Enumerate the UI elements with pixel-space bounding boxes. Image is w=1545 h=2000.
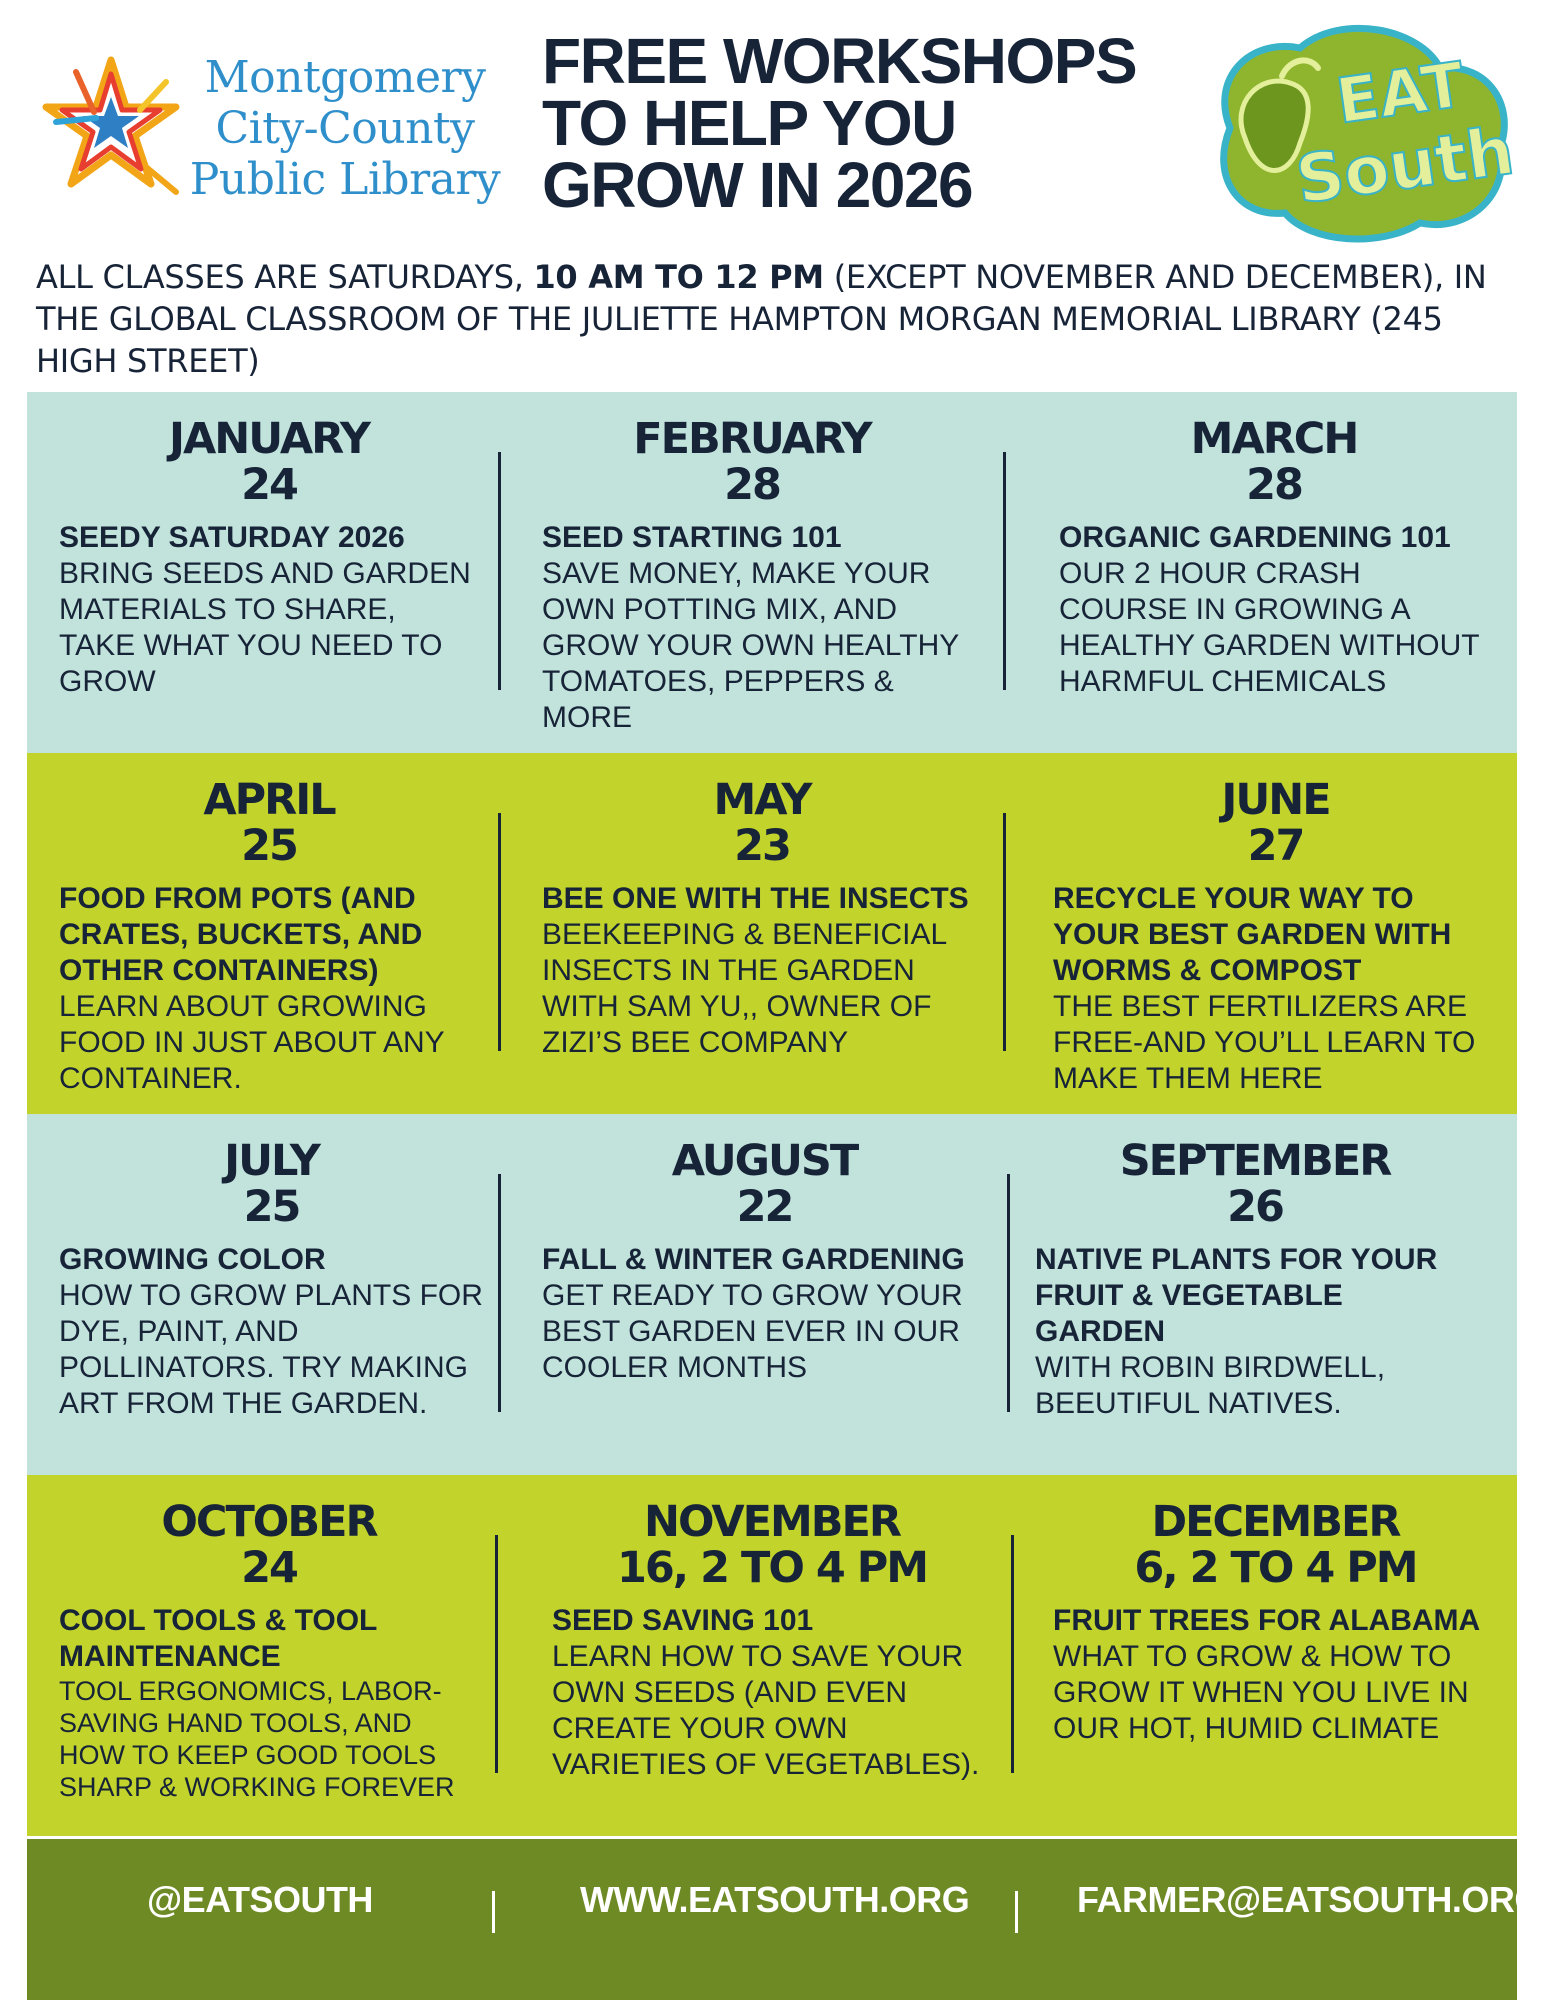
workshop-day: 6, 2 TO 4 PM — [1134, 1543, 1417, 1593]
website-link[interactable]: WWW.EATSOUTH.ORG — [580, 1879, 970, 1920]
workshop-description: BRING SEEDS AND GARDEN MATERIALS TO SHARE, TAKE WHAT YOU NEED TO GROW — [59, 557, 471, 698]
workshop-month: JANUARY — [168, 414, 370, 464]
workshop-month: MARCH — [1190, 414, 1358, 464]
workshop-description: TOOL ERGONOMICS, LABOR-SAVING HAND TOOLS, AND HOW TO KEEP GOOD TOOLS SHARP & WORKING FOREVER — [59, 1676, 455, 1802]
workshop-day: 28 — [724, 460, 780, 510]
workshop-date — [1053, 1499, 1498, 1591]
workshop-card-july — [59, 1114, 484, 1475]
workshop-card-september — [1035, 1114, 1475, 1475]
workshop-day: 16, 2 TO 4 PM — [616, 1543, 928, 1593]
workshop-row — [27, 753, 1517, 1114]
workshop-description: HOW TO GROW PLANTS FOR DYE, PAINT, AND POLLINATORS. TRY MAKING ART FROM THE GARDEN. — [59, 1279, 483, 1420]
workshop-date — [552, 1499, 992, 1591]
library-name — [180, 52, 510, 205]
schedule-suffix: (EXCEPT NOVEMBER AND DECEMBER), IN THE GLOBAL CLASSROOM OF THE JULIETTE HAMPTON MORGAN MEMORIAL LIBRARY (245 HIGH STREET) — [36, 258, 1487, 380]
library-name-line: Public Library — [189, 154, 501, 205]
workshop-month: JUNE — [1221, 775, 1330, 825]
schedule-prefix: ALL CLASSES ARE SATURDAYS, — [36, 258, 534, 296]
workshop-title: ORGANIC GARDENING 101 — [1059, 521, 1451, 554]
workshop-grid — [27, 392, 1517, 1836]
workshop-card-may — [542, 753, 982, 1114]
workshop-card-october — [59, 1475, 479, 1836]
email-link[interactable]: FARMER@EATSOUTH.ORG — [1077, 1879, 1542, 1920]
library-logo — [36, 52, 501, 212]
workshop-description: OUR 2 HOUR CRASH COURSE IN GROWING A HEALTHY GARDEN WITHOUT HARMFUL CHEMICALS — [1059, 557, 1480, 698]
workshop-title: NATIVE PLANTS FOR YOUR FRUIT & VEGETABLE GARDEN — [1035, 1243, 1438, 1348]
workshop-title: FALL & WINTER GARDENING — [542, 1243, 965, 1276]
schedule-time: 10 AM TO 12 PM — [533, 258, 824, 296]
workshop-date — [59, 416, 479, 508]
column-divider — [1007, 1174, 1010, 1412]
workshop-card-march — [1059, 392, 1489, 753]
workshop-month: SEPTEMBER — [1119, 1136, 1391, 1186]
workshop-month: APRIL — [203, 775, 335, 825]
workshop-month: MAY — [713, 775, 811, 825]
workshop-month: DECEMBER — [1151, 1497, 1400, 1547]
workshop-day: 24 — [241, 460, 297, 510]
workshop-card-january — [59, 392, 479, 753]
workshop-description: GET READY TO GROW YOUR BEST GARDEN EVER IN OUR COOLER MONTHS — [542, 1279, 963, 1384]
workshop-title: SEEDY SATURDAY 2026 — [59, 521, 405, 554]
column-divider — [1003, 452, 1006, 690]
social-handle-link[interactable]: @EATSOUTH — [147, 1879, 373, 1920]
workshop-day: 25 — [241, 821, 297, 871]
workshop-date — [1053, 777, 1498, 869]
workshop-title: GROWING COLOR — [59, 1243, 326, 1276]
workshop-date — [542, 1138, 987, 1230]
workshop-description: SAVE MONEY, MAKE YOUR OWN POTTING MIX, AND GROW YOUR OWN HEALTHY TOMATOES, PEPPERS & MORE — [542, 557, 959, 734]
workshop-description: LEARN HOW TO SAVE YOUR OWN SEEDS (AND EVEN CREATE YOUR OWN VARIETIES OF VEGETABLES). — [552, 1640, 980, 1781]
footer-divider — [492, 1891, 495, 1933]
workshop-card-august — [542, 1114, 987, 1475]
column-divider — [1011, 1535, 1014, 1773]
svg-text:EAT: EAT — [1331, 47, 1469, 138]
workshop-card-april — [59, 753, 479, 1114]
workshop-card-december — [1053, 1475, 1498, 1836]
workshop-day: 26 — [1227, 1182, 1283, 1232]
column-divider — [498, 813, 501, 1051]
workshop-title: SEED SAVING 101 — [552, 1604, 814, 1637]
page-title: FREE WORKSHOPS TO HELP YOU GROW IN 2026 — [542, 25, 1137, 221]
column-divider — [498, 452, 501, 690]
workshop-date — [59, 777, 479, 869]
column-divider — [495, 1535, 498, 1773]
workshop-card-november — [552, 1475, 992, 1836]
workshop-title: FOOD FROM POTS (AND CRATES, BUCKETS, AND OTHER CONTAINERS) — [59, 882, 423, 987]
footer-bar — [27, 1839, 1542, 2000]
workshop-title: BEE ONE WITH THE INSECTS — [542, 882, 969, 915]
workshop-date — [59, 1138, 484, 1230]
workshop-row — [27, 1475, 1517, 1836]
workshop-title: COOL TOOLS & TOOL MAINTENANCE — [59, 1604, 377, 1673]
workshop-month: AUGUST — [671, 1136, 858, 1186]
column-divider — [498, 1174, 501, 1412]
workshop-day: 28 — [1246, 460, 1302, 510]
svg-text:South: South — [1291, 112, 1519, 219]
workshop-description: WITH ROBIN BIRDWELL, BEEUTIFUL NATIVES. — [1035, 1351, 1386, 1420]
workshop-month: NOVEMBER — [643, 1497, 901, 1547]
workshop-day: 25 — [243, 1182, 300, 1232]
workshop-date — [59, 1499, 479, 1591]
workshop-day: 24 — [241, 1543, 297, 1593]
library-name-line: City-County — [215, 103, 475, 154]
workshop-month: OCTOBER — [161, 1497, 377, 1547]
workshop-day: 22 — [736, 1182, 793, 1232]
workshop-date — [1059, 416, 1489, 508]
footer-divider — [1015, 1891, 1018, 1933]
workshop-date — [542, 777, 982, 869]
star-logo-icon — [36, 52, 186, 202]
workshop-title: SEED STARTING 101 — [542, 521, 842, 554]
workshop-row — [27, 392, 1517, 753]
library-name-line: Montgomery — [204, 52, 486, 103]
workshop-card-february — [542, 392, 962, 753]
workshop-title: FRUIT TREES FOR ALABAMA — [1053, 1604, 1481, 1637]
workshop-day: 23 — [734, 821, 790, 871]
workshop-description: BEEKEEPING & BENEFICIAL INSECTS IN THE GARDEN WITH SAM YU,, OWNER OF ZIZI’S BEE COMPANY — [542, 918, 947, 1059]
workshop-day: 27 — [1247, 821, 1304, 871]
workshop-card-june — [1053, 753, 1498, 1114]
workshop-description: THE BEST FERTILIZERS ARE FREE-AND YOU’LL LEARN TO MAKE THEM HERE — [1053, 990, 1476, 1095]
workshop-date — [1035, 1138, 1475, 1230]
schedule-note — [36, 256, 1516, 382]
workshop-row — [27, 1114, 1517, 1475]
workshop-title: RECYCLE YOUR WAY TO YOUR BEST GARDEN WITH WORMS & COMPOST — [1053, 882, 1452, 987]
workshop-date — [542, 416, 962, 508]
workshop-month: JULY — [224, 1136, 319, 1186]
eat-south-logo — [1190, 18, 1520, 248]
workshop-description: WHAT TO GROW & HOW TO GROW IT WHEN YOU LIVE IN OUR HOT, HUMID CLIMATE — [1053, 1640, 1469, 1745]
workshop-month: FEBRUARY — [633, 414, 871, 464]
column-divider — [1003, 813, 1006, 1051]
workshop-description: LEARN ABOUT GROWING FOOD IN JUST ABOUT ANY CONTAINER. — [59, 990, 445, 1095]
